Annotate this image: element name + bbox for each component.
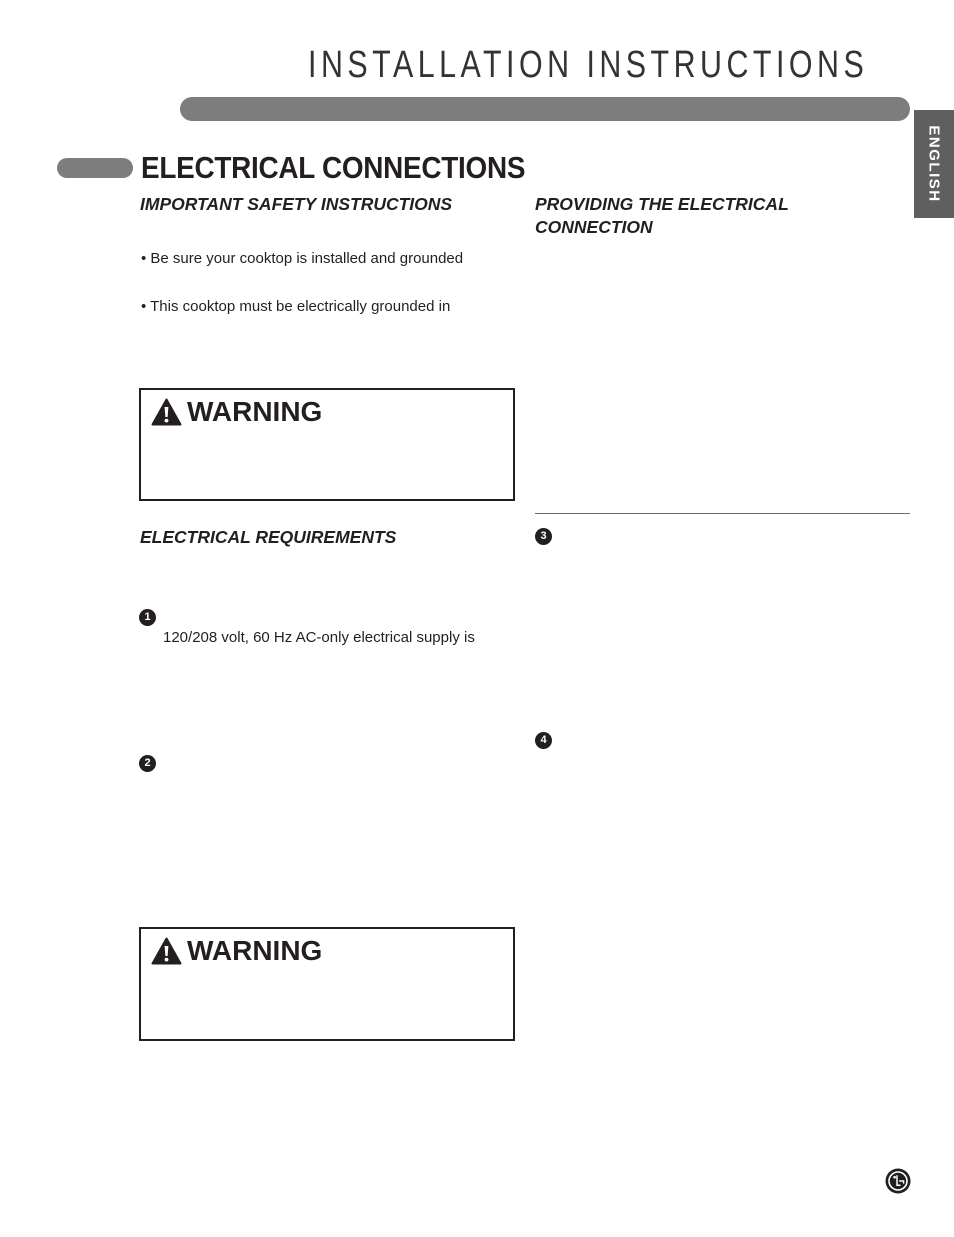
warning-box-1 <box>139 388 515 501</box>
warning-triangle-icon <box>151 398 182 426</box>
step-1-text: 120/208 volt, 60 Hz AC-only electrical supply is <box>163 629 475 646</box>
warning-box-2 <box>139 927 515 1041</box>
language-tab <box>914 110 954 218</box>
safety-heading: IMPORTANT SAFETY INSTRUCTIONS <box>140 194 453 214</box>
warning-triangle-icon <box>151 937 182 965</box>
requirements-heading: ELECTRICAL REQUIREMENTS <box>140 527 397 547</box>
safety-bullet-2: • This cooktop must be electrically grounded in <box>141 298 451 315</box>
step-number-1: 1 <box>139 609 156 626</box>
section-title: ELECTRICAL CONNECTIONS <box>141 150 526 185</box>
section-marker <box>57 158 133 178</box>
warning-label-2: WARNING <box>187 935 323 966</box>
page-title: INSTALLATION INSTRUCTIONS <box>307 44 868 86</box>
column-divider <box>535 513 910 514</box>
lg-logo-icon <box>885 1168 911 1194</box>
step-number-3: 3 <box>535 528 552 545</box>
step-number-2: 2 <box>139 755 156 772</box>
warning-label-1: WARNING <box>187 396 323 427</box>
header-bar <box>180 97 910 121</box>
providing-heading: PROVIDING THE ELECTRICAL CONNECTION <box>535 194 789 237</box>
safety-bullet-1: • Be sure your cooktop is installed and grounded <box>141 250 464 267</box>
language-tab-label: ENGLISH <box>925 125 943 203</box>
step-number-4: 4 <box>535 732 552 749</box>
